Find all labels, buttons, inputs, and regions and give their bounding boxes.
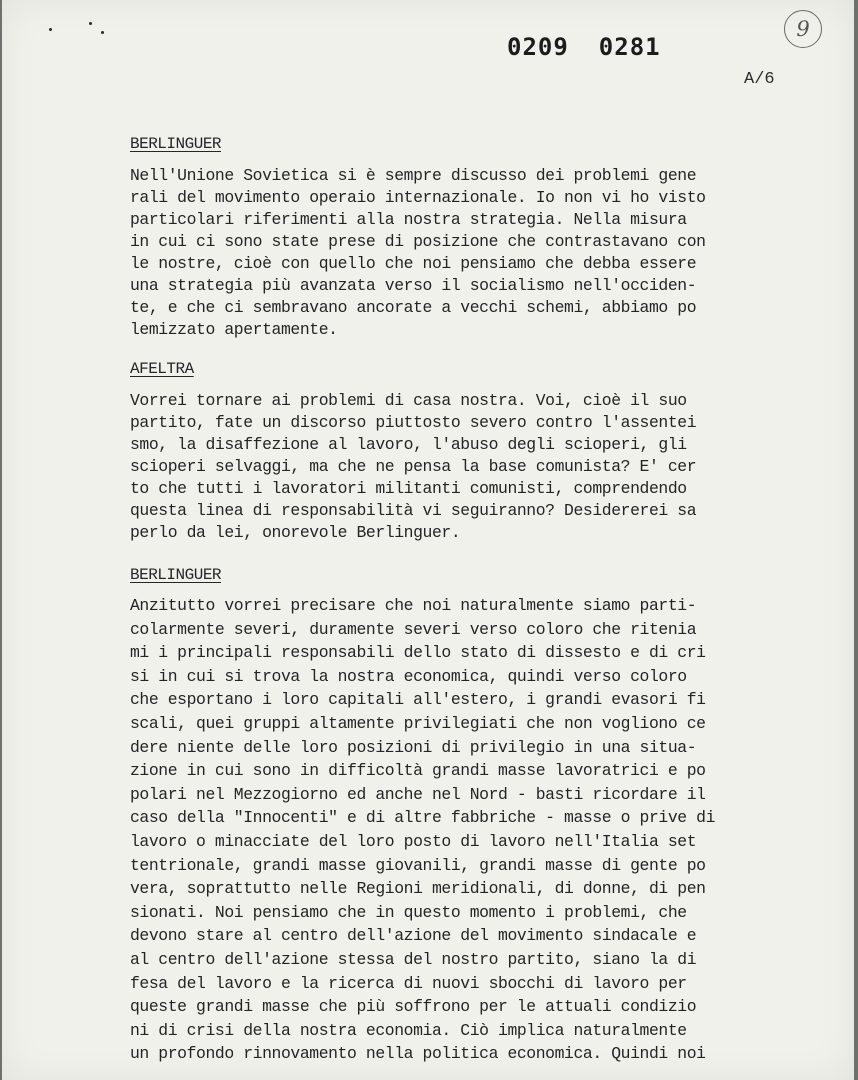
speck-mark	[89, 22, 92, 25]
text-line: una strategia più avanzata verso il socialismo nell'occiden-	[130, 276, 697, 295]
text-line: sionati. Noi pensiamo che in questo momento i problemi, che	[130, 902, 687, 922]
text-line: te, e che ci sembravano ancorate a vecchi schemi, abbiamo po	[130, 298, 697, 317]
text-line: scali, quei gruppi altamente privilegiati che non vogliono ce	[130, 713, 706, 733]
text-line: al centro dell'azione stessa del nostro partito, siano la di	[130, 949, 697, 969]
serial-number-part: 0281	[598, 33, 661, 61]
text-line: colarmente severi, duramente severi verso coloro che ritenia	[130, 619, 697, 639]
document-page	[2, 0, 854, 1080]
speaker-name: BERLINGUER	[130, 135, 222, 153]
text-line: si in cui si trova la nostra economica, quindi verso coloro	[130, 666, 687, 686]
text-line: queste grandi masse che più soffrono per le attuali condizio	[130, 997, 697, 1017]
text-line: devono stare al centro dell'azione del movimento sindacale e	[130, 926, 697, 946]
folio-number: 9	[784, 10, 822, 48]
text-line: caso della "Innocenti" e di altre fabbriche - masse o prive di	[130, 808, 716, 828]
speaker-name: AFELTRA	[130, 360, 194, 378]
text-line: polari nel Mezzogiorno ed anche nel Nord - basti ricordare il	[130, 784, 706, 804]
text-line: lavoro o minacciate del loro posto di lavoro nell'Italia set	[130, 831, 697, 851]
text-line: ni di crisi della nostra economia. Ciò implica naturalmente	[130, 1020, 687, 1040]
text-line: dere niente delle loro posizioni di privilegio in una situa-	[130, 737, 697, 757]
text-line: un profondo rinnovamento nella politica economica. Quindi noi	[130, 1044, 706, 1064]
text-line: perlo da lei, onorevole Berlinguer.	[130, 523, 461, 542]
text-line: che esportano i loro capitali all'estero, i grandi evasori fi	[130, 690, 706, 710]
text-line: tentrionale, grandi masse giovanili, grandi masse di gente po	[130, 855, 706, 875]
text-line: particolari riferimenti alla nostra strategia. Nella misura	[130, 210, 687, 229]
serial-number-part: 0209	[507, 33, 569, 61]
text-line: Anzitutto vorrei precisare che noi naturalmente siamo parti-	[130, 596, 697, 615]
text-line: to che tutti i lavoratori militanti comunisti, comprendendo	[130, 479, 687, 498]
text-line: Nell'Unione Sovietica si è sempre discusso dei problemi gene	[130, 166, 697, 185]
text-line: zione in cui sono in difficoltà grandi masse lavoratrici e po	[130, 761, 706, 781]
text-line: partito, fate un discorso piuttosto severo contro l'assentei	[130, 413, 697, 432]
text-line: mi i principali responsabili dello stato di dissesto e di cri	[130, 643, 706, 663]
text-line: Vorrei tornare ai problemi di casa nostra. Voi, cioè il suo	[130, 391, 687, 410]
speaker-name: BERLINGUER	[130, 566, 222, 584]
paragraph	[130, 594, 715, 1066]
text-line: fesa del lavoro e la ricerca di nuovi sbocchi di lavoro per	[130, 973, 687, 993]
paragraph	[130, 165, 706, 341]
text-line: questa linea di responsabilità vi seguiranno? Desidererei sa	[130, 501, 697, 520]
serial-number	[507, 33, 661, 61]
text-line: vera, soprattutto nelle Regioni meridionali, di donne, di pen	[130, 879, 706, 899]
text-line: smo, la disaffezione al lavoro, l'abuso degli scioperi, gli	[130, 435, 687, 454]
text-line: le nostre, cioè con quello che noi pensiamo che debba essere	[130, 254, 697, 273]
speck-mark	[49, 28, 52, 31]
page-reference: A/6	[744, 70, 775, 89]
text-line: in cui ci sono state prese di posizione che contrastavano con	[130, 232, 706, 251]
text-line: scioperi selvaggi, ma che ne pensa la base comunista? E' cer	[130, 457, 697, 476]
text-line: lemizzato apertamente.	[130, 320, 338, 339]
speck-mark	[101, 31, 104, 34]
text-line: rali del movimento operaio internazionale. Io non vi ho visto	[130, 188, 706, 207]
paragraph	[130, 390, 696, 544]
